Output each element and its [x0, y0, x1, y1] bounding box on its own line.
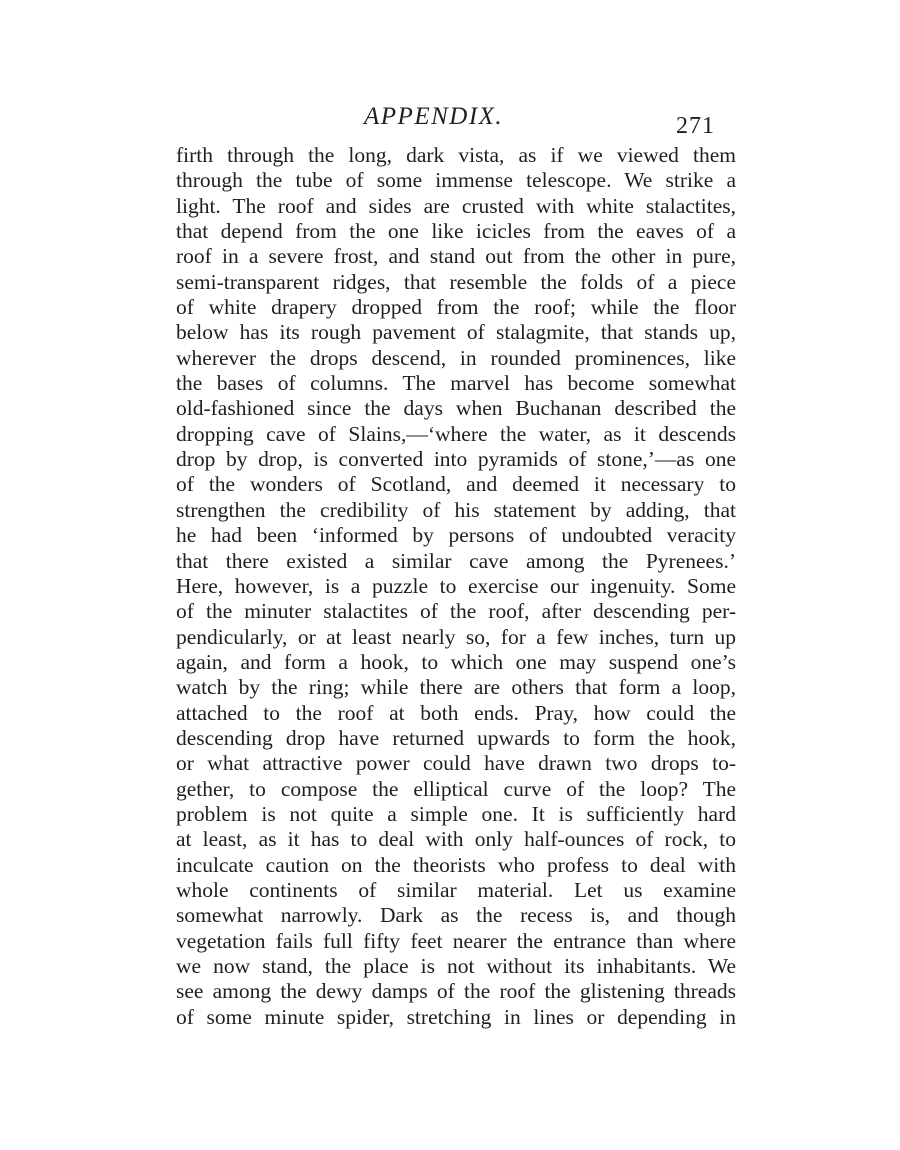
text-line: semi-transparent ridges, that resemble the folds of a piece	[176, 269, 736, 294]
text-line: somewhat narrowly. Dark as the recess is, and though	[176, 903, 736, 928]
text-line: the bases of columns. The marvel has become somewhat	[176, 371, 736, 396]
text-line: again, and form a hook, to which one may suspend one’s	[176, 649, 736, 674]
text-line: he had been ‘informed by persons of undoubted veracity	[176, 523, 736, 548]
text-line: watch by the ring; while there are others that form a loop,	[176, 675, 736, 700]
text-line: of the wonders of Scotland, and deemed it necessary to	[176, 472, 736, 497]
text-line: of white drapery dropped from the roof; while the floor	[176, 295, 736, 320]
text-line: below has its rough pavement of stalagmite, that stands up,	[176, 320, 736, 345]
text-line: of some minute spider, stretching in lines or depending in	[176, 1004, 736, 1029]
text-line: that there existed a similar cave among the Pyrenees.’	[176, 548, 736, 573]
text-line: that depend from the one like icicles from the eaves of a	[176, 219, 736, 244]
text-line: dropping cave of Slains,—‘where the water, as it descends	[176, 421, 736, 446]
body-text	[176, 143, 736, 1030]
text-line: Here, however, is a puzzle to exercise our ingenuity. Some	[176, 573, 736, 598]
page-number: 271	[676, 113, 715, 139]
text-line: we now stand, the place is not without its inhabitants. We	[176, 954, 736, 978]
text-line: of the minuter stalactites of the roof, after descending per-	[176, 599, 736, 624]
text-line: gether, to compose the elliptical curve of the loop? The	[176, 776, 736, 801]
text-line: light. The roof and sides are crusted with white stalactites,	[176, 193, 736, 218]
text-line: problem is not quite a simple one. It is sufficiently hard	[176, 801, 736, 826]
text-line: old-fashioned since the days when Buchanan described the	[176, 396, 736, 421]
text-line: strengthen the credibility of his statement by adding, that	[176, 497, 736, 522]
text-line: vegetation fails full fifty feet nearer the entrance than where	[176, 928, 736, 953]
text-line: drop by drop, is converted into pyramids of stone,’—as one	[176, 447, 736, 472]
text-line: attached to the roof at both ends. Pray, how could the	[176, 700, 736, 725]
text-line: wherever the drops descend, in rounded prominences, like	[176, 345, 736, 370]
text-line: or what attractive power could have drawn two drops to-	[176, 751, 736, 776]
text-line: at least, as it has to deal with only half-ounces of rock, to	[176, 827, 736, 852]
text-line: through the tube of some immense telescope. We strike a	[176, 168, 736, 193]
text-line: see among the dewy damps of the roof the glistening threads	[176, 979, 736, 1004]
text-line: firth through the long, dark vista, as if we viewed them	[176, 143, 736, 167]
text-line: whole continents of similar material. Let us examine	[176, 877, 736, 902]
text-line: roof in a severe frost, and stand out from the other in pure,	[176, 244, 736, 269]
text-line: descending drop have returned upwards to form the hook,	[176, 725, 736, 750]
text-line: inculcate caution on the theorists who profess to deal with	[176, 852, 736, 877]
text-line: pendicularly, or at least nearly so, for a few inches, turn up	[176, 624, 736, 649]
running-head: APPENDIX.	[364, 103, 504, 130]
